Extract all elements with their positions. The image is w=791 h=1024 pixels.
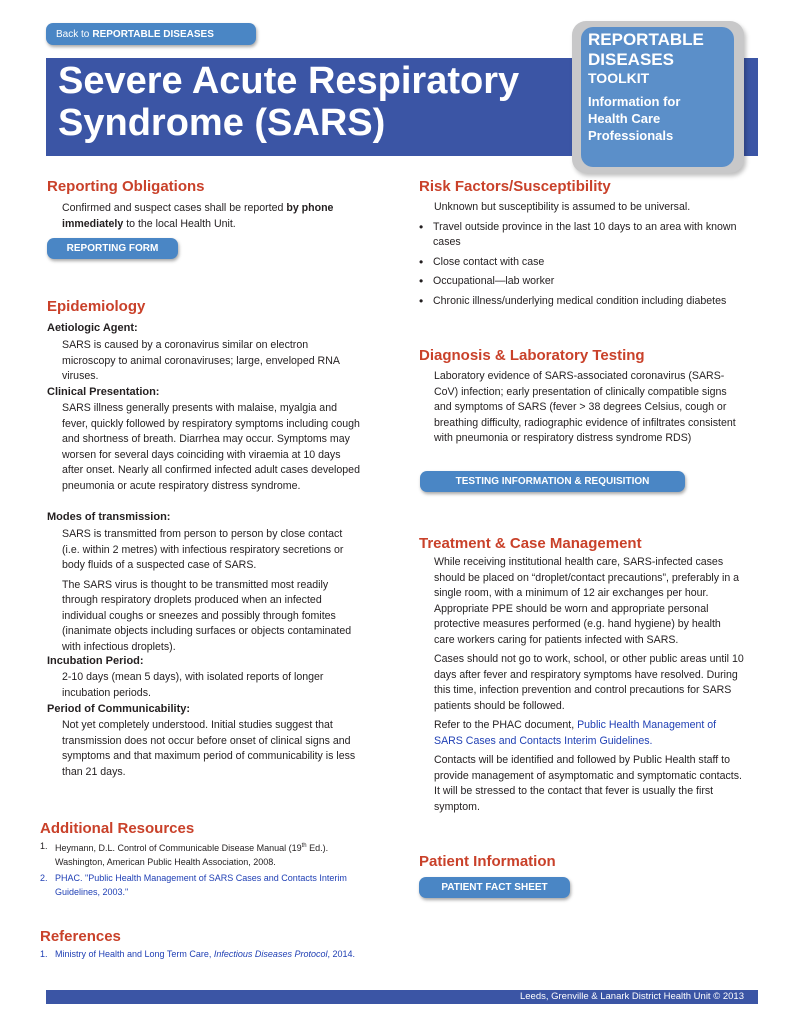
risk-intro: Unknown but susceptibility is assumed to be universal. <box>434 201 691 213</box>
resource-1-text-a: Heymann, D.L. Control of Communicable Disease Manual (19 <box>55 843 302 853</box>
modes-of-transmission-label: Modes of transmission: <box>47 511 171 523</box>
toolkit-subtitle <box>588 93 728 144</box>
aetiologic-agent-text: SARS is caused by a coronavirus similar on electron microscopy to animal coronaviruses; large, enveloped RNA viruses. <box>62 339 340 382</box>
modes-text-2: The SARS virus is thought to be transmitted most readily through respiratory droplets produced when an infected individual coughs or sneezes and possibly through fomites (inanimate objects including surfaces or objects contaminated with infectious droplets). <box>62 578 352 653</box>
treatment-paragraph-4: Contacts will be identified and followed by Public Health staff to provide management of asymptomatic and symptomatic contacts. It will be stressed to the contact that fever is usually the first symptom. <box>434 754 742 813</box>
incubation-period-label: Incubation Period: <box>47 655 144 667</box>
reporting-text <box>62 201 362 232</box>
reporting-form-button[interactable]: REPORTING FORM <box>47 238 178 259</box>
diagnosis-text: Laboratory evidence of SARS-associated coronavirus (SARS-CoV) infection; early presentation of clinically compatible signs and symptoms of SARS (fever > 38 degrees Celsius, cough or breathing difficulty, radiographic evidence of infiltrates consistent with pneumonia or respiratory distress syndrome RDS) <box>434 370 736 444</box>
toolkit-sub-1: Information for <box>588 94 681 109</box>
reference-item-1[interactable] <box>40 948 380 962</box>
treatment-paragraph-1: While receiving institutional health care, SARS-infected cases should be placed on “droplet/contact precautions”, preferably in a single room, with a minimum of 12 air exchanges per hour. Appropriate PPE should be worn and appropriate personal protective measures performed (e.g. hand hygiene) by health care workers caring for patients infected with SARS. <box>434 556 740 646</box>
patient-fact-sheet-button[interactable]: PATIENT FACT SHEET <box>419 877 570 898</box>
back-to-reportable-diseases-button[interactable] <box>46 23 256 45</box>
risk-factors-body <box>419 200 759 313</box>
epidemiology-heading: Epidemiology <box>47 298 146 315</box>
reporting-text-bold: by phone immediately <box>62 202 334 230</box>
toolkit-line-3: TOOLKIT <box>588 70 650 86</box>
treatment-body <box>434 555 744 819</box>
period-of-communicability-text: Not yet completely understood. Initial studies suggest that transmission does not occur before onset of clinical signs and symptoms and that maximum period of communicability is less than 21 days. <box>62 719 356 778</box>
reference-1-italic[interactable]: Infectious Diseases Protocol <box>213 949 328 959</box>
modes-of-transmission-text <box>62 527 362 659</box>
reference-1-text-a[interactable]: Ministry of Health and Long Term Care, <box>55 949 214 959</box>
resource-item-2[interactable] <box>40 872 370 899</box>
incubation-period-text: 2-10 days (mean 5 days), with isolated reports of longer incubation periods. <box>62 671 324 699</box>
toolkit-sub-2: Health Care <box>588 111 661 126</box>
risk-item: • Close contact with case <box>419 255 759 271</box>
treatment-p3-prefix: Refer to the PHAC document, <box>434 719 578 731</box>
reporting-obligations-heading: Reporting Obligations <box>47 178 205 195</box>
risk-factors-heading: Risk Factors/Susceptibility <box>419 178 611 195</box>
back-label: REPORTABLE DISEASES <box>92 28 214 40</box>
toolkit-line-2: DISEASES <box>588 50 674 69</box>
title-line-2: Syndrome (SARS) <box>58 102 386 144</box>
resource-item-1 <box>40 840 370 869</box>
risk-item: • Chronic illness/underlying medical condition including diabetes <box>419 294 759 310</box>
risk-factors-list <box>419 220 759 310</box>
footer-bar <box>46 990 758 1004</box>
title-line-1: Severe Acute Respiratory <box>58 60 520 102</box>
period-of-communicability-label: Period of Communicability: <box>47 703 191 715</box>
reference-1-number: 1. <box>40 949 48 959</box>
risk-item: • Travel outside province in the last 10 days to an area with known cases <box>419 220 759 251</box>
reporting-text-a: Confirmed and suspect cases shall be reported <box>62 202 287 214</box>
page-title <box>58 60 568 144</box>
additional-resources-list <box>40 840 370 902</box>
references-list <box>40 948 380 965</box>
footer-text: Leeds, Grenville & Lanark District Health Unit © 2013 <box>519 991 744 1002</box>
treatment-paragraph-2: Cases should not go to work, school, or other public areas until 10 days after fever and respiratory symptoms have resolved. During this time, infection prevention and control precautions for SARS patients should be followed. <box>434 653 744 712</box>
resource-2-number: 2. <box>40 873 48 883</box>
additional-resources-heading: Additional Resources <box>40 820 195 837</box>
references-heading: References <box>40 928 121 945</box>
risk-item: • Occupational—lab worker <box>419 274 759 290</box>
reference-1-text-b[interactable]: , 2014. <box>327 949 355 959</box>
reporting-text-b: to the local Health Unit. <box>123 217 236 230</box>
diagnosis-heading: Diagnosis & Laboratory Testing <box>419 347 645 364</box>
modes-text-1: SARS is transmitted from person to person by close contact (i.e. within 2 metres) with infectious respiratory secretions or body fluids of a suspected case of SARS. <box>62 528 344 571</box>
phac-guidelines-link[interactable]: Public Health Management of SARS Cases and Contacts Interim Guidelines. <box>434 719 717 747</box>
resource-2-link[interactable]: PHAC. "Public Health Management of SARS Cases and Contacts Interim Guidelines, 2003." <box>55 873 347 897</box>
toolkit-line-1: REPORTABLE <box>588 30 704 49</box>
patient-information-heading: Patient Information <box>419 853 556 870</box>
resource-1-sup: th <box>301 843 307 849</box>
resource-1-text-b: Ed.). Washington, American Public Health Association, 2008. <box>55 843 329 867</box>
treatment-heading: Treatment & Case Management <box>419 535 642 552</box>
resource-1-number: 1. <box>40 841 48 851</box>
testing-information-button[interactable]: TESTING INFORMATION & REQUISITION <box>420 471 685 492</box>
clinical-presentation-label: Clinical Presentation: <box>47 386 160 398</box>
treatment-paragraph-3 <box>434 718 744 749</box>
toolkit-sub-3: Professionals <box>588 128 674 143</box>
clinical-presentation-text: SARS illness generally presents with malaise, myalgia and fever, quickly followed by respiratory symptoms including cough and shortness of breath. Diarrhea may occur. Symptoms may worsen for several days coinciding with viraemia at 10 days after onset. Nearly all confirmed infected adult cases developed pneumonia or acute respiratory distress syndrome. <box>62 402 360 492</box>
toolkit-badge <box>581 27 734 167</box>
back-prefix: Back to <box>56 28 90 40</box>
aetiologic-agent-label: Aetiologic Agent: <box>47 322 138 334</box>
